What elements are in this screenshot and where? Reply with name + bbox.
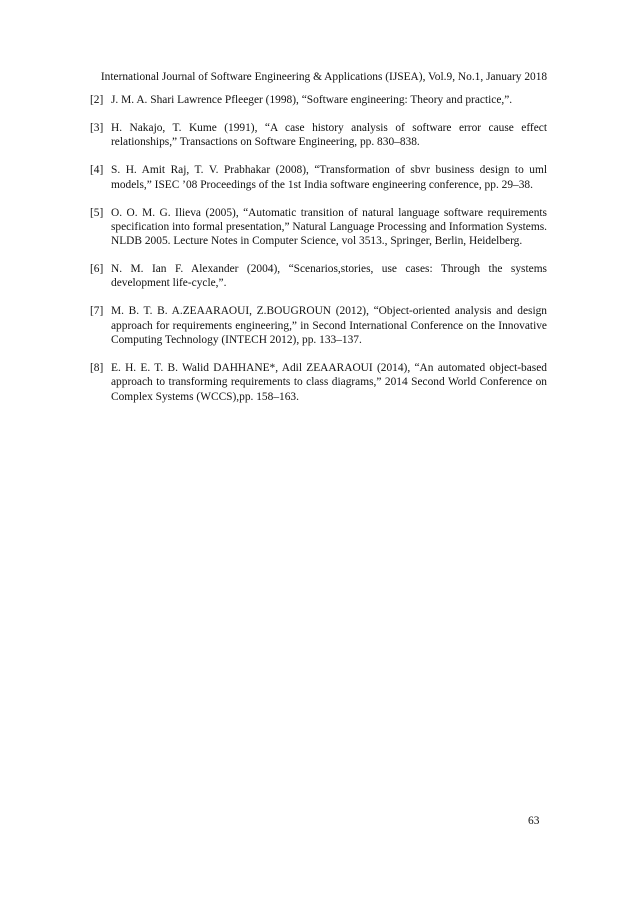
reference-item-4 — [90, 163, 547, 192]
reference-number: [3] — [90, 121, 104, 134]
page-number: 63 — [528, 815, 540, 827]
reference-item-7 — [90, 304, 547, 347]
reference-text: E. H. E. T. B. Walid DAHHANE*, Adil ZEAARAOUI (2014), “An automated object-based approach to transforming requirements to class diagrams,” 2014 Second World Conference on Complex Systems (WCCS),pp. 158–163. — [111, 361, 547, 403]
reference-text: M. B. T. B. A.ZEAARAOUI, Z.BOUGROUN (2012), “Object-oriented analysis and design approach for requirements engineering,” in Second International Conference on the Innovative Computing Technology (INTECH 2012), pp. 133–137. — [111, 305, 547, 346]
reference-item-8 — [90, 361, 547, 404]
reference-number: [6] — [90, 263, 104, 276]
reference-list — [90, 93, 547, 418]
reference-number: [8] — [90, 361, 104, 374]
reference-text: N. M. Ian F. Alexander (2004), “Scenarios,stories, use cases: Through the systems development life-cycle,”. — [111, 263, 547, 290]
reference-item-3 — [90, 121, 547, 150]
reference-number: [2] — [90, 94, 104, 106]
reference-item-6 — [90, 262, 547, 291]
reference-text: H. Nakajo, T. Kume (1991), “A case history analysis of software error cause effect relationships,” Transactions on Software Engineering, pp. 830–838. — [111, 121, 547, 149]
reference-number: [7] — [90, 305, 104, 318]
reference-text: S. H. Amit Raj, T. V. Prabhakar (2008), “Transformation of sbvr business design to uml models,” ISEC ’08 Proceedings of the 1st India software engineering conference, pp. 29–38. — [111, 164, 547, 191]
reference-number: [4] — [90, 164, 104, 177]
reference-item-2 — [90, 93, 547, 107]
reference-text: J. M. A. Shari Lawrence Pfleeger (1998), “Software engineering: Theory and practice,”. — [111, 94, 513, 106]
reference-number: [5] — [90, 206, 104, 219]
running-header: International Journal of Software Engineering & Applications (IJSEA), Vol.9, No.1, January 2018 — [100, 71, 548, 83]
reference-text: O. O. M. G. Ilieva (2005), “Automatic transition of natural language software requirements specification into formal presentation,” Natural Language Processing and Information Systems. NLDB 2005. Lecture Notes in Computer Science, vol 3513., Springer, Berlin, Heidelberg. — [111, 206, 547, 248]
reference-item-5 — [90, 206, 547, 249]
